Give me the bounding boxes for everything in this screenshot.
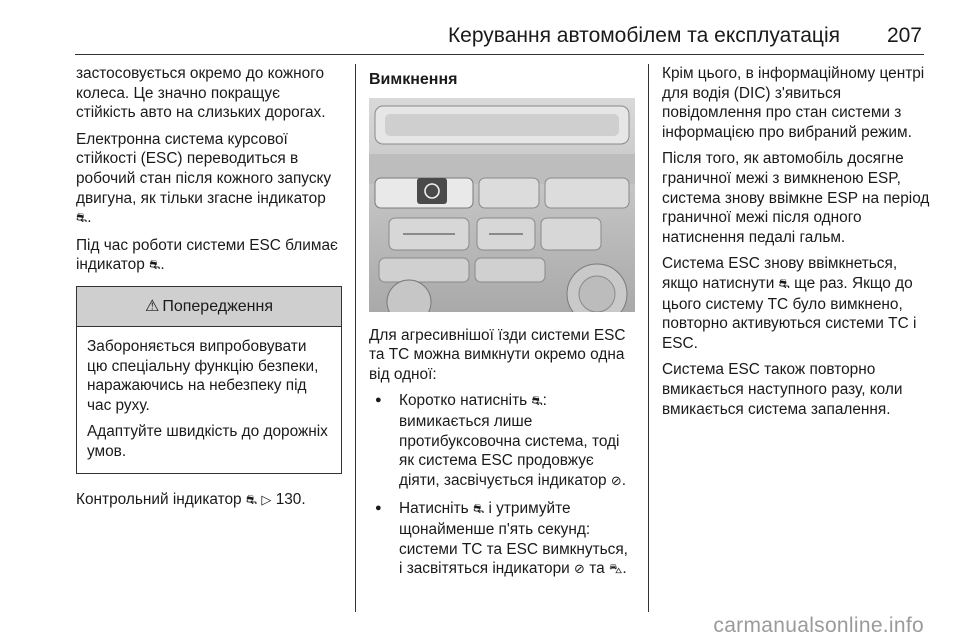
paragraph: Після того, як автомобіль досягне граничної межі з вимкненою ESP, система знову ввімкне ESP на період граничної межі після одного натиснення педалі гальм. [662, 150, 930, 246]
list-item: ● Коротко натисніть ⛐: вимикається лише протибуксовочна система, тоді як система ESC продовжує діяти, засвічується індикатор ⊘. [369, 391, 635, 491]
esc-off-icon: ⛍ [608, 562, 623, 578]
console-illustration [369, 98, 635, 312]
list-item: ● Натисніть ⛐ і утримуйте щонайменше п'ять секунд: системи TC та ESC вимкнуться, і засвітяться індикатори ⊘ та ⛍. [369, 499, 635, 579]
column-3 [662, 64, 930, 426]
paragraph: Для агресивнішої їзди системи ESC та TC можна вимкнути окремо одна від одної: [369, 326, 626, 383]
tc-off-icon: ⊘ [574, 562, 585, 578]
header-divider [75, 54, 924, 55]
warning-triangle-icon: ⚠ [144, 297, 160, 315]
paragraph: Під час роботи системи ESC блимає індикатор ⛐. [76, 236, 338, 274]
column-2 [369, 64, 635, 588]
esc-skid-icon: ⛐ [245, 492, 258, 508]
watermark: carmanualsonline.info [713, 614, 924, 637]
column-divider-2 [648, 64, 649, 612]
esc-skid-icon: ⛐ [149, 258, 161, 274]
paragraph: Система ESC також повторно вмикається наступного разу, коли вмикається система запалення. [662, 361, 903, 418]
section-title: Вимкнення [369, 71, 458, 88]
tc-off-icon: ⊘ [610, 473, 622, 489]
page-title: Керування автомобілем та експлуатація [447, 24, 840, 47]
column-1 [76, 64, 342, 517]
column-divider-1 [355, 64, 356, 612]
paragraph: Система ESC знову ввімкнеться, якщо натиснути ⛐ ще раз. Якщо до цього систему TC було вимкнено, повторно активуються системи TC і ESC. [662, 255, 917, 352]
esc-skid-icon: ⛐ [531, 394, 543, 410]
paragraph: Електронна система курсової стійкості (ESC) переводиться в робочий стан після кожного запуску двигуна, як тільки згасне індикатор ⛐. [76, 130, 332, 227]
paragraph: Крім цього, в інформаційному центрі для водія (DIC) з'явиться повідомлення про стан системи з інформацією про вибраний режим. [662, 65, 925, 141]
warning-text: Адаптуйте швидкість до дорожніх умов. [87, 423, 328, 460]
warning-box [76, 286, 342, 474]
triangle-arrow-icon: ▷ [261, 492, 272, 508]
warning-body [77, 327, 341, 473]
warning-title: ⚠ Попередження [77, 287, 341, 327]
esc-skid-icon: ⛐ [472, 502, 485, 518]
esc-button-photo [369, 98, 635, 312]
esc-skid-icon: ⛐ [76, 211, 88, 227]
page-number: 207 [886, 24, 922, 47]
bullet-list [369, 391, 635, 579]
page-header [0, 0, 960, 56]
paragraph: Контрольний індикатор ⛐ ▷ 130. [76, 490, 306, 508]
warning-text: Забороняється випробовувати цю спеціальну функцію безпеки, наражаючись на небезпеку під час руху. [87, 337, 319, 414]
paragraph: застосовується окремо до кожного колеса. Це значно покращує стійкість авто на слизьких дорогах. [76, 65, 326, 122]
esc-skid-icon: ⛐ [778, 276, 790, 292]
